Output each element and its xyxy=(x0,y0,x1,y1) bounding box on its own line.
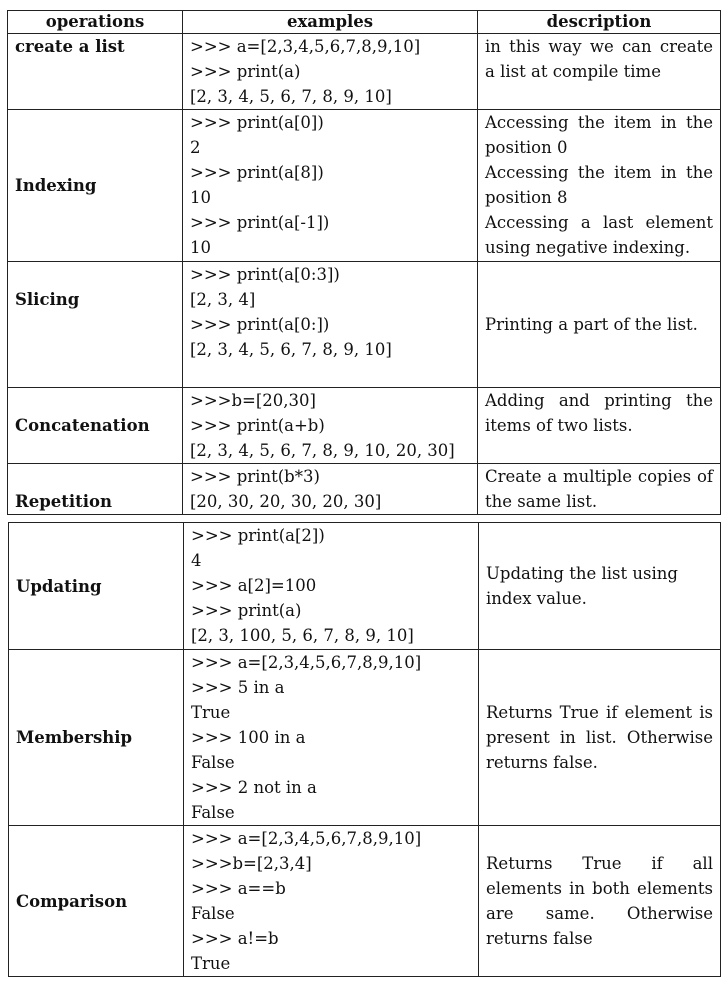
example-line: 10 xyxy=(190,188,211,207)
row-slicing xyxy=(8,262,721,388)
operation-name: Membership xyxy=(9,650,184,826)
description-cell xyxy=(478,262,721,388)
operation-name: Indexing xyxy=(8,110,183,262)
example-line: [2, 3, 4] xyxy=(190,290,256,309)
example-line: 4 xyxy=(191,551,202,570)
row-concatenation xyxy=(8,388,721,464)
example-line: >>> 2 not in a xyxy=(191,778,317,797)
example-line: >>> 5 in a xyxy=(191,678,285,697)
row-updating xyxy=(9,523,721,650)
operation-name: create a list xyxy=(8,34,183,110)
examples-cell xyxy=(183,262,478,388)
header-operations: operations xyxy=(8,11,183,34)
example-line: >>> print(a[-1]) xyxy=(190,213,330,232)
example-line: >>>b=[2,3,4] xyxy=(191,854,312,873)
examples-cell xyxy=(184,523,479,650)
example-line: False xyxy=(191,904,235,923)
example-line: [2, 3, 4, 5, 6, 7, 8, 9, 10] xyxy=(190,87,392,106)
example-line: >>> print(a+b) xyxy=(190,416,325,435)
header-examples: examples xyxy=(183,11,478,34)
example-line: [20, 30, 20, 30, 20, 30] xyxy=(190,492,382,511)
example-line: >>> a=[2,3,4,5,6,7,8,9,10] xyxy=(190,37,421,56)
description-cell xyxy=(478,464,721,515)
description-text: Accessing the item in the position 8 xyxy=(485,163,713,207)
description-text: Accessing the item in the position 0 xyxy=(485,113,713,157)
description-cell xyxy=(479,826,721,977)
example-line: >>> 100 in a xyxy=(191,728,306,747)
description-text: Adding and printing the items of two lists. xyxy=(485,391,713,435)
operation-name: Slicing xyxy=(8,262,183,388)
examples-cell xyxy=(183,388,478,464)
example-line: >>> print(a[0:3]) xyxy=(190,265,340,284)
example-line: >>> a==b xyxy=(191,879,286,898)
example-line: True xyxy=(191,703,231,722)
header-description: description xyxy=(478,11,721,34)
example-line: [2, 3, 4, 5, 6, 7, 8, 9, 10, 20, 30] xyxy=(190,441,455,460)
operation-name: Concatenation xyxy=(8,388,183,464)
operation-name: Comparison xyxy=(9,826,184,977)
description-text: Create a multiple copies of the same list. xyxy=(485,467,713,511)
list-operations-table-continued xyxy=(8,522,721,977)
description-text: Updating the list using index value. xyxy=(486,564,678,608)
example-line: >>> print(a) xyxy=(190,62,301,81)
example-line: >>> print(a[8]) xyxy=(190,163,324,182)
description-text: Returns True if element is present in list. Otherwise returns false. xyxy=(486,703,713,772)
operation-name: Updating xyxy=(9,523,184,650)
example-line: >>> print(a[0:]) xyxy=(190,315,330,334)
row-indexing xyxy=(8,110,721,262)
example-line: 10 xyxy=(190,238,211,257)
example-line: >>>b=[20,30] xyxy=(190,391,316,410)
description-cell xyxy=(479,523,721,650)
description-text: Accessing a last element using negative indexing. xyxy=(485,213,713,257)
example-line: >>> print(a) xyxy=(191,601,302,620)
examples-cell xyxy=(183,34,478,110)
description-cell xyxy=(478,388,721,464)
example-line: >>> print(b*3) xyxy=(190,467,320,486)
list-operations-table xyxy=(7,10,721,515)
example-line: >>> a=[2,3,4,5,6,7,8,9,10] xyxy=(191,829,422,848)
row-comparison xyxy=(9,826,721,977)
example-line: 2 xyxy=(190,138,201,157)
description-text: Printing a part of the list. xyxy=(485,315,698,334)
example-line: >>> a=[2,3,4,5,6,7,8,9,10] xyxy=(191,653,422,672)
operation-name: Repetition xyxy=(8,464,183,515)
example-line: >>> print(a[2]) xyxy=(191,526,325,545)
example-line: False xyxy=(191,753,235,772)
examples-cell xyxy=(184,650,479,826)
row-membership xyxy=(9,650,721,826)
description-cell xyxy=(479,650,721,826)
row-create-a-list xyxy=(8,34,721,110)
example-line: >>> a!=b xyxy=(191,929,279,948)
description-cell xyxy=(478,110,721,262)
header-row xyxy=(8,11,721,34)
examples-cell xyxy=(183,110,478,262)
description-text: in this way we can create a list at compile time xyxy=(485,37,713,81)
description-cell xyxy=(478,34,721,110)
examples-cell xyxy=(183,464,478,515)
example-line: False xyxy=(191,803,235,822)
description-text: Returns True if all elements in both elements are same. Otherwise returns false xyxy=(486,854,713,948)
example-line: >>> print(a[0]) xyxy=(190,113,324,132)
example-line: [2, 3, 100, 5, 6, 7, 8, 9, 10] xyxy=(191,626,414,645)
example-line: [2, 3, 4, 5, 6, 7, 8, 9, 10] xyxy=(190,340,392,359)
example-line: True xyxy=(191,954,231,973)
row-repetition xyxy=(8,464,721,515)
example-line: >>> a[2]=100 xyxy=(191,576,317,595)
examples-cell xyxy=(184,826,479,977)
